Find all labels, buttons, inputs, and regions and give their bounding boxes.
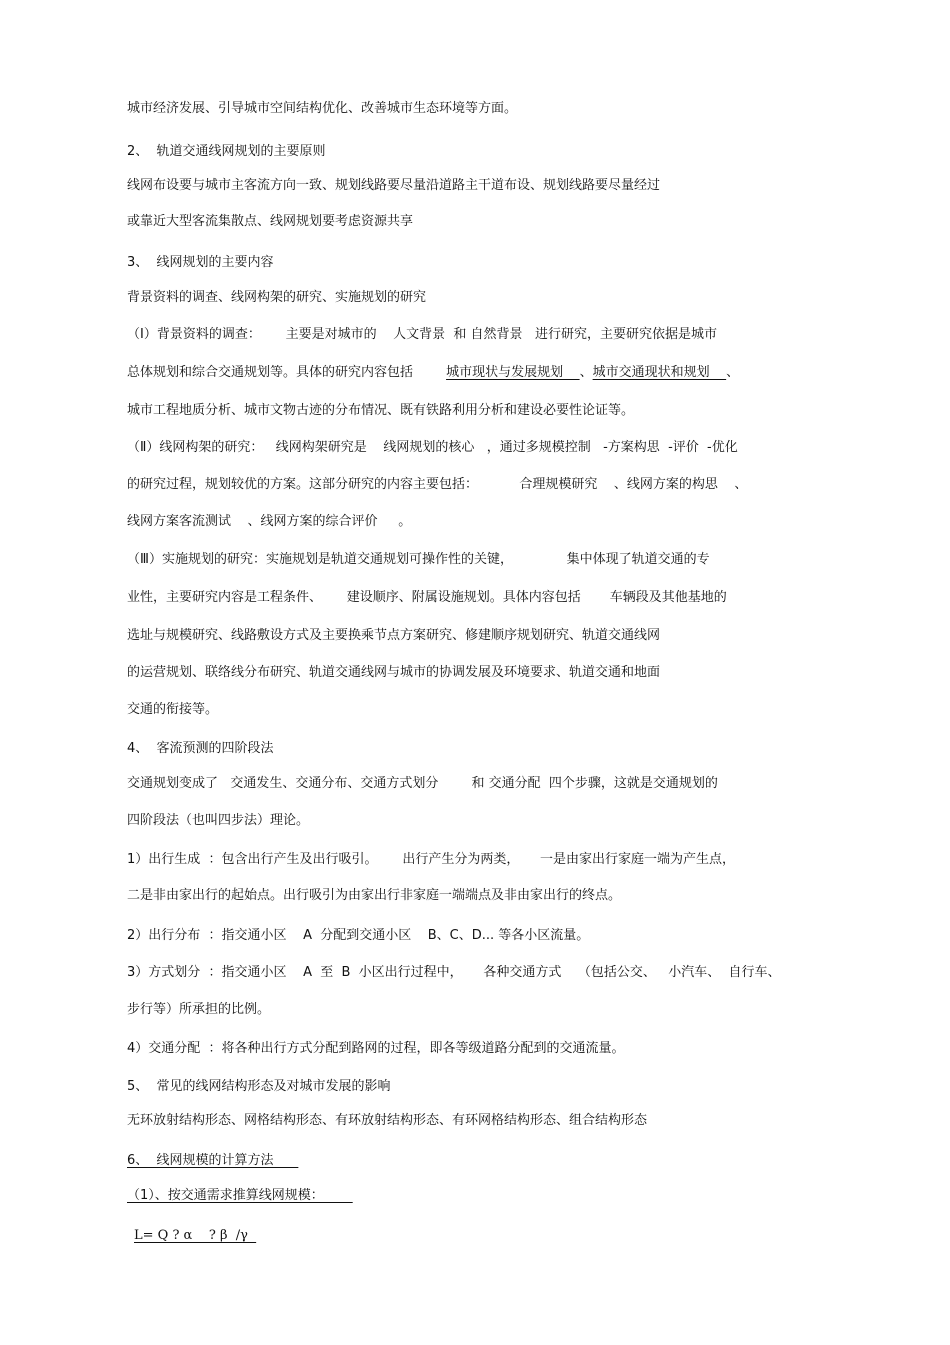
text-line: 二是非由家出行的起始点。出行吸引为由家出行非家庭一端端点及非由家出行的终点。 xyxy=(127,888,622,903)
section-heading: 3、 线网规划的主要内容 xyxy=(127,255,274,270)
text-line: 城市工程地质分析、城市文物古迹的分布情况、既有铁路利用分析和建设必要性论证等。 xyxy=(127,403,635,418)
text-line: 步行等）所承担的比例。 xyxy=(127,1002,271,1017)
text-line: 选址与规模研究、线路敷设方式及主要换乘节点方案研究、修建顺序规划研究、轨道交通线网 xyxy=(127,628,661,643)
text-line: 四阶段法（也叫四步法）理论。 xyxy=(127,813,310,828)
underlined-term: 城市现状与发展规划 xyxy=(446,365,580,380)
section-heading: 4、 客流预测的四阶段法 xyxy=(127,741,274,756)
text-line: 的运营规划、联络线分布研究、轨道交通线网与城市的协调发展及环境要求、轨道交通和地面 xyxy=(127,665,661,680)
text-segment: 、 xyxy=(726,365,740,380)
text-line xyxy=(127,364,739,382)
subsection-heading: （1）、按交通需求推算线网规模： xyxy=(127,1188,353,1203)
text-line: 或靠近大型客流集散点、线网规划要考虑资源共享 xyxy=(127,214,414,229)
text-line: （Ⅲ）实施规划的研究：实施规划是轨道交通规划可操作性的关键， 集中体现了轨道交通的专 xyxy=(127,552,710,567)
underlined-term: 城市交通现状和规划 xyxy=(592,365,727,380)
text-segment: 、 xyxy=(579,365,593,380)
text-line: 4）交通分配 ：将各种出行方式分配到路网的过程，即各等级道路分配到的交通流量。 xyxy=(127,1041,625,1056)
text-line: 城市经济发展、引导城市空间结构优化、改善城市生态环境等方面。 xyxy=(127,101,518,116)
text-line: 的研究过程，规划较优的方案。这部分研究的内容主要包括： 合理规模研究 、线网方案的构思 、 xyxy=(127,477,748,492)
section-heading: 5、 常见的线网结构形态及对城市发展的影响 xyxy=(127,1079,391,1094)
section-heading: 6、 线网规模的计算方法 xyxy=(127,1153,299,1168)
text-line: 业性，主要研究内容是工程条件、 建设顺序、附属设施规划。具体内容包括 车辆段及其他基地的 xyxy=(127,590,727,605)
text-line: 交通的衔接等。 xyxy=(127,702,219,717)
formula: L= Q ? α ? β /γ xyxy=(134,1228,257,1243)
text-line: 3）方式划分 ：指交通小区 A 至 B 小区出行过程中， 各种交通方式 （包括公交、 小汽车、 自行车、 xyxy=(127,965,781,980)
text-line: （Ⅱ）线网构架的研究： 线网构架研究是 线网规划的核心 ，通过多规模控制 -方案构思 -评价 -优化 xyxy=(127,440,738,455)
text-line: 1）出行生成 ：包含出行产生及出行吸引。 出行产生分为两类， 一是由家出行家庭一端为产生点， xyxy=(127,852,735,867)
text-line: 线网方案客流测试 、线网方案的综合评价 。 xyxy=(127,514,412,529)
text-line: 无环放射结构形态、网格结构形态、有环放射结构形态、有环网格结构形态、组合结构形态 xyxy=(127,1113,648,1128)
text-line: 2）出行分布 ：指交通小区 A 分配到交通小区 B、C、D... 等各小区流量。 xyxy=(127,928,590,943)
text-segment: 总体规划和综合交通规划等。具体的研究内容包括 xyxy=(127,365,447,380)
text-line: 线网布设要与城市主客流方向一致、规划线路要尽量沿道路主干道布设、规划线路要尽量经过 xyxy=(127,178,661,193)
text-line: 背景资料的调查、线网构架的研究、实施规划的研究 xyxy=(127,290,427,305)
text-line: 交通规划变成了 交通发生、交通分布、交通方式划分 和 交通分配 四个步骤，这就是交通规划的 xyxy=(127,776,718,791)
section-heading: 2、 轨道交通线网规划的主要原则 xyxy=(127,144,326,159)
text-line: （Ⅰ）背景资料的调查： 主要是对城市的 人文背景 和 自然背景 进行研究，主要研究依据是城市 xyxy=(127,327,717,342)
